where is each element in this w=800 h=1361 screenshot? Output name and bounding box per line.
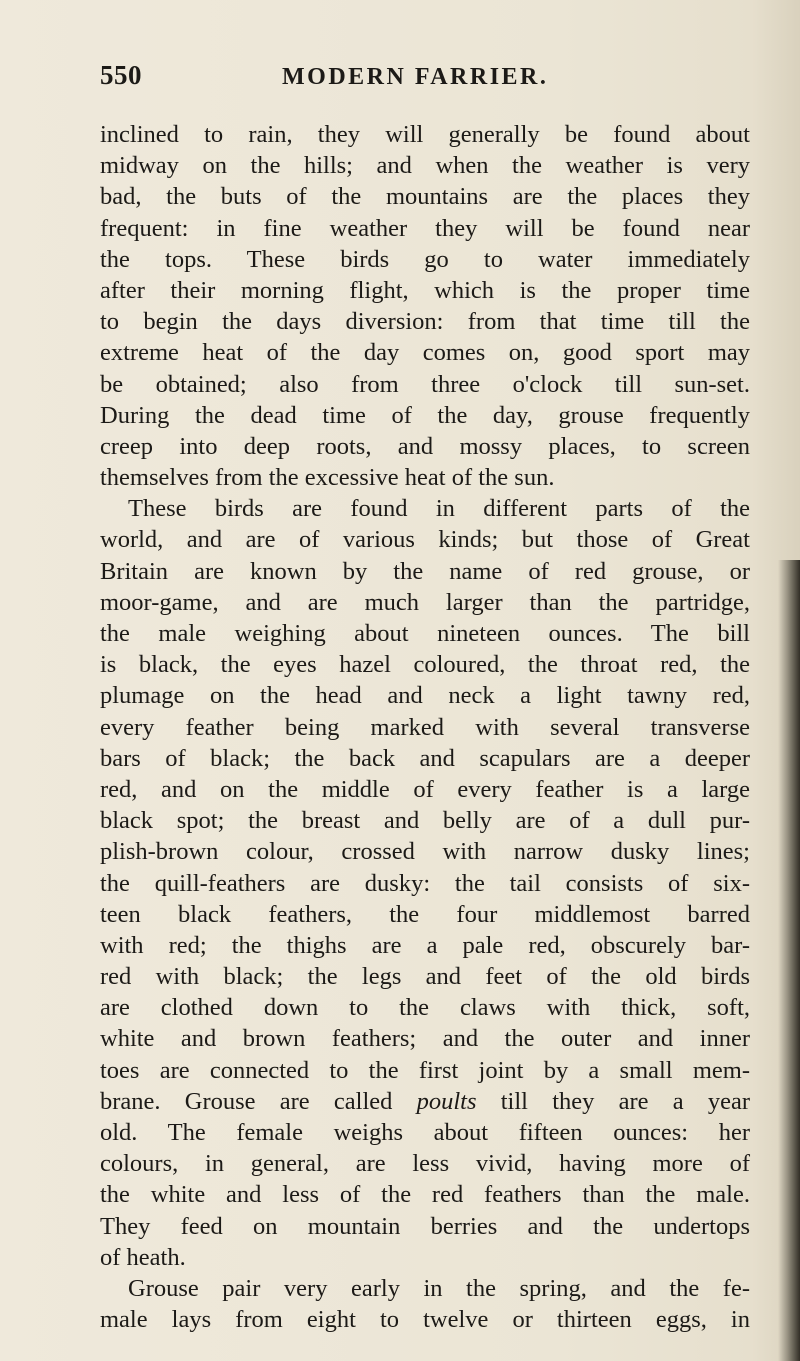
text-line: to begin the days diversion: from that time till the — [100, 308, 750, 336]
text-line: black spot; the breast and belly are of a dull pur- — [100, 807, 750, 835]
text-line: themselves from the excessive heat of the sun. — [100, 464, 555, 492]
text-line: bars of black; the back and scapulars are a deeper — [100, 744, 750, 772]
body-text — [100, 119, 750, 1335]
text-line: colours, in general, are less vivid, having more of — [100, 1150, 750, 1178]
text-line: with red; the thighs are a pale red, obscurely bar- — [100, 931, 750, 959]
text-line: midway on the hills; and when the weather is very — [100, 152, 750, 180]
running-head — [100, 60, 740, 100]
text-line: every feather being marked with several transverse — [100, 713, 750, 741]
running-title: MODERN FARRIER. — [282, 64, 549, 90]
text-line: the tops. These birds go to water immediately — [100, 245, 750, 273]
text-line: be obtained; also from three o'clock till sun-set. — [100, 370, 750, 398]
page-edge-shadow — [778, 560, 800, 1361]
text-line: During the dead time of the day, grouse frequently — [100, 401, 750, 429]
text-line: the white and less of the red feathers than the male. — [100, 1181, 750, 1209]
text-line: Grouse pair very early in the spring, and the fe- — [128, 1274, 750, 1302]
text-line: of heath. — [100, 1243, 186, 1271]
text-line: red, and on the middle of every feather is a large — [100, 775, 750, 803]
text-line: after their morning flight, which is the proper time — [100, 276, 750, 304]
page-number: 550 — [100, 60, 142, 90]
text-line: extreme heat of the day comes on, good sport may — [100, 339, 750, 367]
text-line: is black, the eyes hazel coloured, the throat red, the — [100, 651, 750, 679]
text-line: moor-game, and are much larger than the partridge, — [100, 588, 750, 616]
text-line: plish-brown colour, crossed with narrow dusky lines; — [100, 838, 750, 866]
text-line-with-italic — [100, 1086, 750, 1117]
italic-term: poults — [416, 1087, 477, 1115]
text-line: the male weighing about nineteen ounces. The bill — [100, 620, 750, 647]
text-line: creep into deep roots, and mossy places, to screen — [100, 432, 750, 460]
text-line: white and brown feathers; and the outer and inner — [100, 1025, 750, 1053]
text-line: inclined to rain, they will generally be found about — [100, 121, 750, 148]
text-line: the quill-feathers are dusky: the tail consists of six- — [100, 869, 750, 897]
text-line: old. The female weighs about fifteen ounces: her — [100, 1119, 750, 1146]
text-line: They feed on mountain berries and the undertops — [100, 1212, 750, 1240]
text-line: are clothed down to the claws with thick, soft, — [100, 994, 750, 1022]
text-line: bad, the buts of the mountains are the places they — [100, 183, 750, 211]
text-line: Britain are known by the name of red grouse, or — [100, 557, 750, 585]
text-line: world, and are of various kinds; but those of Great — [100, 526, 750, 554]
text-line: frequent: in fine weather they will be found near — [100, 214, 750, 242]
text-line: toes are connected to the first joint by a small mem- — [100, 1056, 750, 1084]
text-line: male lays from eight to twelve or thirteen eggs, in — [100, 1306, 750, 1334]
text-run: till they are a year — [500, 1087, 751, 1115]
text-line: red with black; the legs and feet of the old birds — [100, 963, 750, 991]
text-line: These birds are found in different parts of the — [128, 495, 750, 523]
text-run: brane. Grouse are called — [100, 1087, 393, 1115]
text-line: teen black feathers, the four middlemost barred — [100, 900, 750, 928]
text-line: plumage on the head and neck a light tawny red, — [100, 682, 750, 710]
